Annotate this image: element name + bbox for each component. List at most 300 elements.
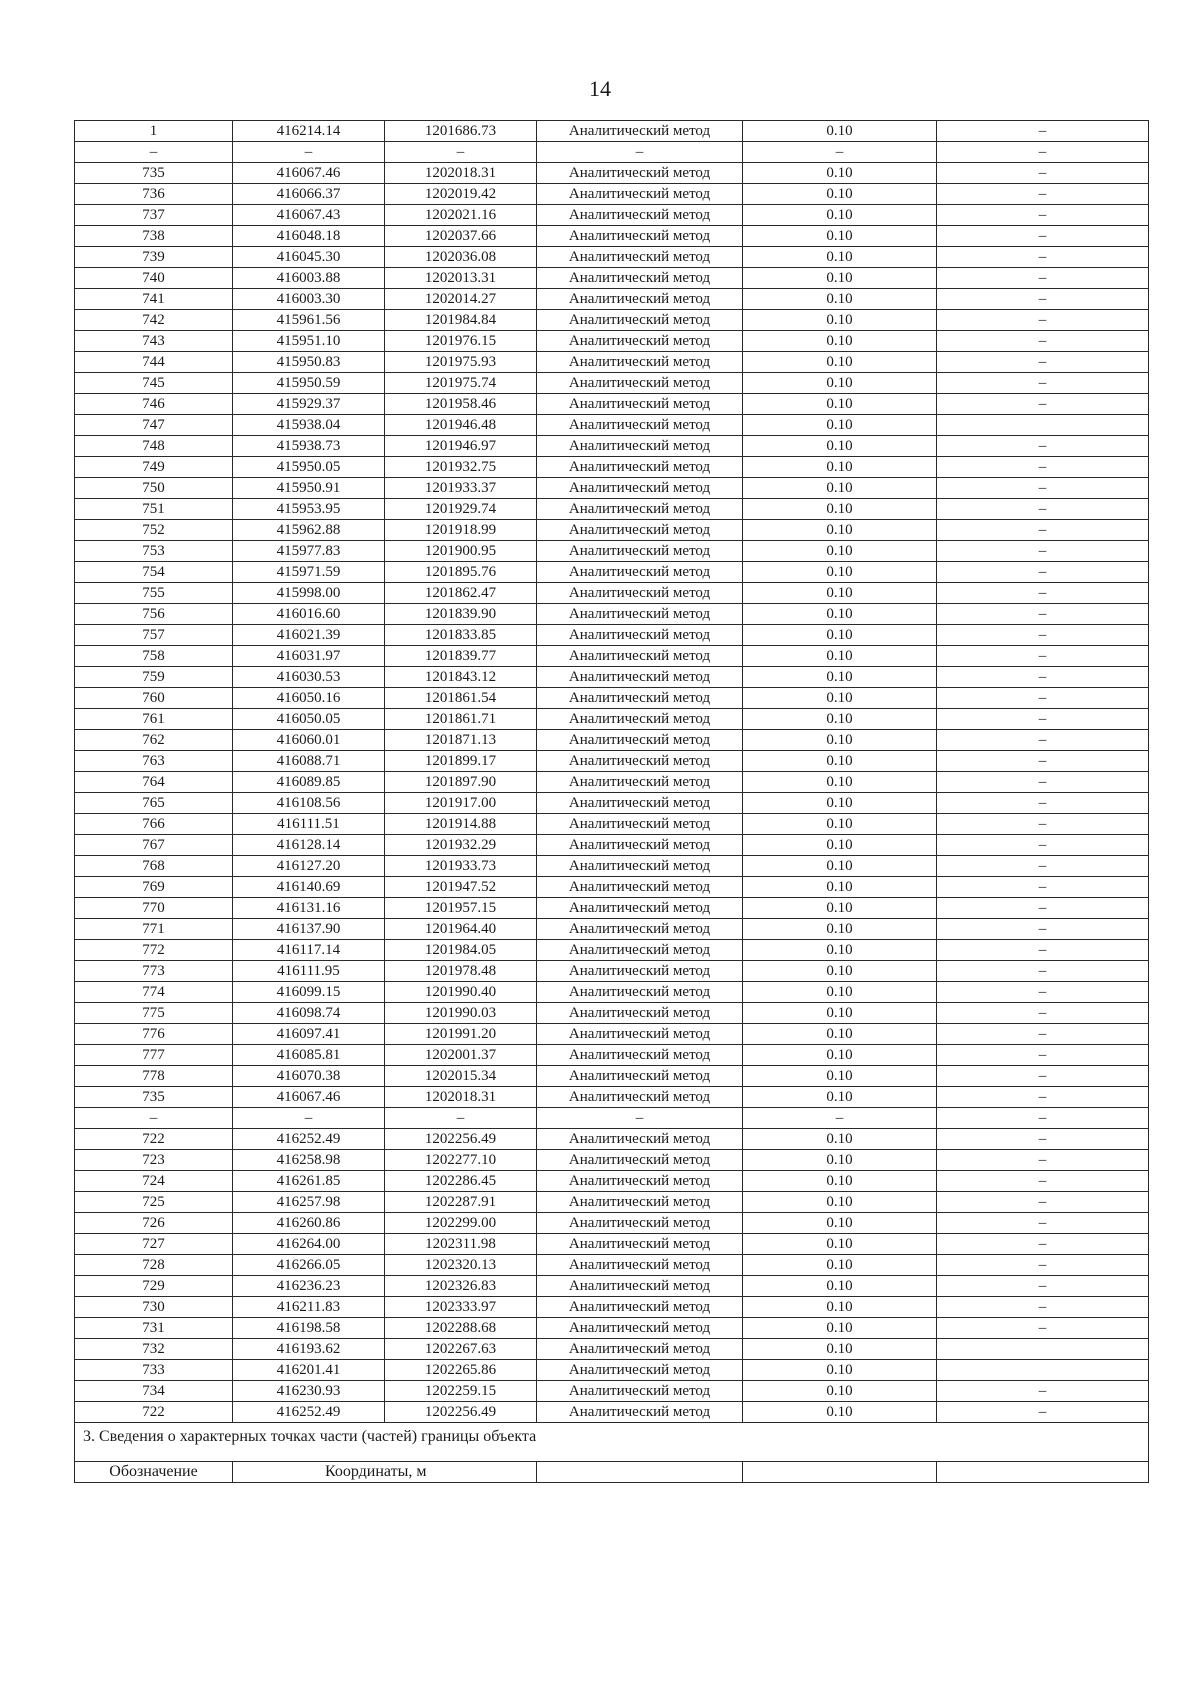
cell-method: Аналитический метод bbox=[537, 625, 743, 646]
cell-accuracy: 0.10 bbox=[743, 415, 937, 436]
cell-coord-y: 1202265.86 bbox=[385, 1360, 537, 1381]
cell-coord-y: 1202326.83 bbox=[385, 1276, 537, 1297]
cell-accuracy: 0.10 bbox=[743, 121, 937, 142]
cell-accuracy: 0.10 bbox=[743, 1003, 937, 1024]
cell-point-id: 743 bbox=[75, 331, 233, 352]
cell-coord-x: 416088.71 bbox=[233, 751, 385, 772]
cell-coord-x: 416045.30 bbox=[233, 247, 385, 268]
table-row bbox=[75, 436, 1149, 457]
cell-method: Аналитический метод bbox=[537, 394, 743, 415]
cell-coord-y: 1201964.40 bbox=[385, 919, 537, 940]
cell-point-id: 777 bbox=[75, 1045, 233, 1066]
cell-coord-y: 1202286.45 bbox=[385, 1171, 537, 1192]
cell-point-id: 775 bbox=[75, 1003, 233, 1024]
cell-coord-x: 416131.16 bbox=[233, 898, 385, 919]
table-row bbox=[75, 205, 1149, 226]
cell-coord-x: 416111.95 bbox=[233, 961, 385, 982]
cell-method: Аналитический метод bbox=[537, 1171, 743, 1192]
cell-accuracy: 0.10 bbox=[743, 247, 937, 268]
cell-accuracy: 0.10 bbox=[743, 184, 937, 205]
cell-coord-x: 416048.18 bbox=[233, 226, 385, 247]
cell-note: – bbox=[937, 646, 1149, 667]
cell-coord-x: 416097.41 bbox=[233, 1024, 385, 1045]
cell-method: Аналитический метод bbox=[537, 457, 743, 478]
cell-coord-x: 415929.37 bbox=[233, 394, 385, 415]
cell-point-id: 722 bbox=[75, 1129, 233, 1150]
cell-point-id: – bbox=[75, 1108, 233, 1129]
table-row bbox=[75, 1024, 1149, 1045]
cell-coord-y: – bbox=[385, 142, 537, 163]
cell-coord-x: 416264.00 bbox=[233, 1234, 385, 1255]
table-row bbox=[75, 667, 1149, 688]
cell-point-id: 759 bbox=[75, 667, 233, 688]
cell-note: – bbox=[937, 1276, 1149, 1297]
cell-coord-x: 415938.04 bbox=[233, 415, 385, 436]
cell-note: – bbox=[937, 1213, 1149, 1234]
cell-note: – bbox=[937, 373, 1149, 394]
cell-point-id: 778 bbox=[75, 1066, 233, 1087]
section3-col-empty-1 bbox=[537, 1462, 743, 1483]
table-row bbox=[75, 541, 1149, 562]
cell-method: Аналитический метод bbox=[537, 310, 743, 331]
cell-method: Аналитический метод bbox=[537, 541, 743, 562]
cell-point-id: 767 bbox=[75, 835, 233, 856]
table-row bbox=[75, 604, 1149, 625]
table-row bbox=[75, 1381, 1149, 1402]
cell-coord-y: 1201897.90 bbox=[385, 772, 537, 793]
cell-method: Аналитический метод bbox=[537, 247, 743, 268]
cell-coord-x: 416016.60 bbox=[233, 604, 385, 625]
cell-point-id: 729 bbox=[75, 1276, 233, 1297]
cell-coord-y: 1201975.93 bbox=[385, 352, 537, 373]
cell-coord-y: 1201917.00 bbox=[385, 793, 537, 814]
section3-col-designation: Обозначение bbox=[75, 1462, 233, 1483]
cell-note: – bbox=[937, 772, 1149, 793]
cell-accuracy: 0.10 bbox=[743, 1381, 937, 1402]
table-row bbox=[75, 793, 1149, 814]
cell-coord-y: 1202036.08 bbox=[385, 247, 537, 268]
cell-note: – bbox=[937, 961, 1149, 982]
cell-point-id: 754 bbox=[75, 562, 233, 583]
cell-coord-x: 416137.90 bbox=[233, 919, 385, 940]
cell-accuracy: 0.10 bbox=[743, 226, 937, 247]
cell-coord-x: 416108.56 bbox=[233, 793, 385, 814]
cell-point-id: 771 bbox=[75, 919, 233, 940]
cell-method: Аналитический метод bbox=[537, 835, 743, 856]
cell-method: Аналитический метод bbox=[537, 898, 743, 919]
cell-method: Аналитический метод bbox=[537, 688, 743, 709]
cell-point-id: 756 bbox=[75, 604, 233, 625]
cell-note: – bbox=[937, 352, 1149, 373]
cell-accuracy: 0.10 bbox=[743, 835, 937, 856]
cell-method: Аналитический метод bbox=[537, 352, 743, 373]
table-row bbox=[75, 982, 1149, 1003]
section3-title: 3. Сведения о характерных точках части (частей) границы объекта bbox=[75, 1423, 1149, 1462]
cell-method: Аналитический метод bbox=[537, 268, 743, 289]
cell-coord-x: 416070.38 bbox=[233, 1066, 385, 1087]
cell-note: – bbox=[937, 1108, 1149, 1129]
cell-point-id: 749 bbox=[75, 457, 233, 478]
cell-accuracy: 0.10 bbox=[743, 1129, 937, 1150]
cell-accuracy: 0.10 bbox=[743, 1150, 937, 1171]
cell-point-id: 758 bbox=[75, 646, 233, 667]
cell-coord-y: 1201933.37 bbox=[385, 478, 537, 499]
cell-coord-x: 416067.46 bbox=[233, 163, 385, 184]
cell-accuracy: 0.10 bbox=[743, 583, 937, 604]
cell-coord-y: 1201958.46 bbox=[385, 394, 537, 415]
cell-coord-x: 416127.20 bbox=[233, 856, 385, 877]
table-row bbox=[75, 688, 1149, 709]
cell-method: Аналитический метод bbox=[537, 856, 743, 877]
table-row bbox=[75, 625, 1149, 646]
cell-note: – bbox=[937, 226, 1149, 247]
cell-method: – bbox=[537, 1108, 743, 1129]
cell-coord-y: 1201984.05 bbox=[385, 940, 537, 961]
cell-note: – bbox=[937, 814, 1149, 835]
cell-coord-y: 1202013.31 bbox=[385, 268, 537, 289]
cell-accuracy: 0.10 bbox=[743, 793, 937, 814]
cell-note: – bbox=[937, 1402, 1149, 1423]
cell-point-id: – bbox=[75, 142, 233, 163]
table-row bbox=[75, 1255, 1149, 1276]
cell-coord-x: 416031.97 bbox=[233, 646, 385, 667]
cell-point-id: 753 bbox=[75, 541, 233, 562]
cell-coord-x: 416266.05 bbox=[233, 1255, 385, 1276]
cell-coord-x: 415998.00 bbox=[233, 583, 385, 604]
cell-coord-y: 1201978.48 bbox=[385, 961, 537, 982]
cell-coord-y: 1202018.31 bbox=[385, 1087, 537, 1108]
cell-method: Аналитический метод bbox=[537, 205, 743, 226]
cell-coord-y: 1201947.52 bbox=[385, 877, 537, 898]
cell-note: – bbox=[937, 688, 1149, 709]
cell-coord-y: 1201833.85 bbox=[385, 625, 537, 646]
cell-note: – bbox=[937, 562, 1149, 583]
cell-point-id: 765 bbox=[75, 793, 233, 814]
cell-point-id: 741 bbox=[75, 289, 233, 310]
cell-point-id: 763 bbox=[75, 751, 233, 772]
table-row bbox=[75, 751, 1149, 772]
table-row bbox=[75, 835, 1149, 856]
cell-method: Аналитический метод bbox=[537, 709, 743, 730]
cell-method: Аналитический метод bbox=[537, 499, 743, 520]
cell-point-id: 745 bbox=[75, 373, 233, 394]
cell-coord-y: 1201990.40 bbox=[385, 982, 537, 1003]
cell-coord-x: – bbox=[233, 142, 385, 163]
table-row bbox=[75, 730, 1149, 751]
cell-accuracy: 0.10 bbox=[743, 877, 937, 898]
table-row bbox=[75, 919, 1149, 940]
cell-method: Аналитический метод bbox=[537, 1339, 743, 1360]
cell-note bbox=[937, 1360, 1149, 1381]
table-row bbox=[75, 394, 1149, 415]
table-row bbox=[75, 310, 1149, 331]
cell-coord-x: 415950.05 bbox=[233, 457, 385, 478]
cell-coord-x: 416211.83 bbox=[233, 1297, 385, 1318]
cell-coord-x: 416021.39 bbox=[233, 625, 385, 646]
cell-accuracy: 0.10 bbox=[743, 1192, 937, 1213]
table-row bbox=[75, 898, 1149, 919]
coordinates-table-body bbox=[75, 121, 1149, 1423]
cell-coord-y: 1201862.47 bbox=[385, 583, 537, 604]
cell-method: Аналитический метод bbox=[537, 1003, 743, 1024]
cell-note: – bbox=[937, 1297, 1149, 1318]
cell-coord-x: 416258.98 bbox=[233, 1150, 385, 1171]
cell-accuracy: 0.10 bbox=[743, 814, 937, 835]
table-row bbox=[75, 1045, 1149, 1066]
table-row bbox=[75, 961, 1149, 982]
cell-method: Аналитический метод bbox=[537, 982, 743, 1003]
cell-accuracy: 0.10 bbox=[743, 1318, 937, 1339]
cell-method: Аналитический метод bbox=[537, 1192, 743, 1213]
cell-note: – bbox=[937, 751, 1149, 772]
cell-method: Аналитический метод bbox=[537, 1066, 743, 1087]
cell-coord-x: 416140.69 bbox=[233, 877, 385, 898]
table-row bbox=[75, 1276, 1149, 1297]
cell-accuracy: 0.10 bbox=[743, 1402, 937, 1423]
cell-coord-y: 1201975.74 bbox=[385, 373, 537, 394]
cell-note: – bbox=[937, 310, 1149, 331]
cell-coord-y: 1202256.49 bbox=[385, 1402, 537, 1423]
cell-note: – bbox=[937, 604, 1149, 625]
cell-method: Аналитический метод bbox=[537, 1360, 743, 1381]
cell-coord-x: 415950.59 bbox=[233, 373, 385, 394]
cell-coord-y: 1201990.03 bbox=[385, 1003, 537, 1024]
cell-method: – bbox=[537, 142, 743, 163]
table-row bbox=[75, 184, 1149, 205]
cell-point-id: 739 bbox=[75, 247, 233, 268]
cell-coord-x: 416050.16 bbox=[233, 688, 385, 709]
table-row bbox=[75, 1339, 1149, 1360]
cell-point-id: 776 bbox=[75, 1024, 233, 1045]
cell-point-id: 760 bbox=[75, 688, 233, 709]
cell-coord-y: 1202311.98 bbox=[385, 1234, 537, 1255]
cell-point-id: 736 bbox=[75, 184, 233, 205]
cell-method: Аналитический метод bbox=[537, 289, 743, 310]
cell-accuracy: 0.10 bbox=[743, 352, 937, 373]
cell-coord-y: 1202267.63 bbox=[385, 1339, 537, 1360]
table-row bbox=[75, 646, 1149, 667]
cell-method: Аналитический метод bbox=[537, 226, 743, 247]
cell-accuracy: – bbox=[743, 142, 937, 163]
cell-point-id: 723 bbox=[75, 1150, 233, 1171]
cell-coord-y: 1201984.84 bbox=[385, 310, 537, 331]
cell-accuracy: 0.10 bbox=[743, 394, 937, 415]
table-row bbox=[75, 1318, 1149, 1339]
cell-note: – bbox=[937, 877, 1149, 898]
cell-point-id: 773 bbox=[75, 961, 233, 982]
cell-coord-y: 1201871.13 bbox=[385, 730, 537, 751]
cell-note: – bbox=[937, 289, 1149, 310]
cell-note: – bbox=[937, 1171, 1149, 1192]
cell-coord-y: 1202015.34 bbox=[385, 1066, 537, 1087]
cell-point-id: 724 bbox=[75, 1171, 233, 1192]
cell-method: Аналитический метод bbox=[537, 415, 743, 436]
cell-coord-x: 415962.88 bbox=[233, 520, 385, 541]
cell-coord-x: 416098.74 bbox=[233, 1003, 385, 1024]
cell-accuracy: 0.10 bbox=[743, 1234, 937, 1255]
cell-method: Аналитический метод bbox=[537, 1234, 743, 1255]
cell-coord-y: 1201957.15 bbox=[385, 898, 537, 919]
cell-accuracy: 0.10 bbox=[743, 898, 937, 919]
cell-point-id: 722 bbox=[75, 1402, 233, 1423]
cell-coord-x: 416050.05 bbox=[233, 709, 385, 730]
cell-point-id: 734 bbox=[75, 1381, 233, 1402]
section3-header-row bbox=[75, 1462, 1149, 1483]
cell-coord-x: 416089.85 bbox=[233, 772, 385, 793]
cell-coord-x: 416030.53 bbox=[233, 667, 385, 688]
cell-accuracy: 0.10 bbox=[743, 604, 937, 625]
cell-coord-y: 1201839.77 bbox=[385, 646, 537, 667]
cell-coord-x: 416193.62 bbox=[233, 1339, 385, 1360]
cell-accuracy: 0.10 bbox=[743, 751, 937, 772]
cell-method: Аналитический метод bbox=[537, 646, 743, 667]
cell-method: Аналитический метод bbox=[537, 121, 743, 142]
cell-accuracy: 0.10 bbox=[743, 646, 937, 667]
cell-coord-y: 1201918.99 bbox=[385, 520, 537, 541]
cell-method: Аналитический метод bbox=[537, 961, 743, 982]
cell-point-id: 769 bbox=[75, 877, 233, 898]
cell-coord-y: 1201686.73 bbox=[385, 121, 537, 142]
cell-point-id: 732 bbox=[75, 1339, 233, 1360]
cell-point-id: 731 bbox=[75, 1318, 233, 1339]
cell-note: – bbox=[937, 1129, 1149, 1150]
cell-accuracy: 0.10 bbox=[743, 310, 937, 331]
cell-method: Аналитический метод bbox=[537, 1318, 743, 1339]
cell-coord-x: 416236.23 bbox=[233, 1276, 385, 1297]
cell-accuracy: 0.10 bbox=[743, 667, 937, 688]
table-row bbox=[75, 1003, 1149, 1024]
cell-point-id: 766 bbox=[75, 814, 233, 835]
cell-coord-y: 1201843.12 bbox=[385, 667, 537, 688]
cell-point-id: 752 bbox=[75, 520, 233, 541]
cell-point-id: 735 bbox=[75, 163, 233, 184]
cell-coord-x: 416067.46 bbox=[233, 1087, 385, 1108]
table-row bbox=[75, 1234, 1149, 1255]
cell-accuracy: 0.10 bbox=[743, 1066, 937, 1087]
cell-coord-y: 1202288.68 bbox=[385, 1318, 537, 1339]
cell-point-id: 751 bbox=[75, 499, 233, 520]
table-row bbox=[75, 1087, 1149, 1108]
cell-note: – bbox=[937, 940, 1149, 961]
cell-coord-x: 416252.49 bbox=[233, 1402, 385, 1423]
cell-coord-x: 416214.14 bbox=[233, 121, 385, 142]
cell-note: – bbox=[937, 1255, 1149, 1276]
cell-accuracy: – bbox=[743, 1108, 937, 1129]
table-row bbox=[75, 268, 1149, 289]
cell-coord-x: – bbox=[233, 1108, 385, 1129]
cell-accuracy: 0.10 bbox=[743, 856, 937, 877]
cell-point-id: 762 bbox=[75, 730, 233, 751]
cell-note: – bbox=[937, 835, 1149, 856]
cell-coord-y: 1201946.48 bbox=[385, 415, 537, 436]
cell-accuracy: 0.10 bbox=[743, 331, 937, 352]
cell-accuracy: 0.10 bbox=[743, 940, 937, 961]
cell-coord-y: 1202014.27 bbox=[385, 289, 537, 310]
cell-point-id: 768 bbox=[75, 856, 233, 877]
table-row bbox=[75, 1066, 1149, 1087]
cell-accuracy: 0.10 bbox=[743, 1171, 937, 1192]
cell-accuracy: 0.10 bbox=[743, 457, 937, 478]
cell-coord-x: 415977.83 bbox=[233, 541, 385, 562]
cell-coord-x: 416085.81 bbox=[233, 1045, 385, 1066]
cell-note: – bbox=[937, 793, 1149, 814]
table-row bbox=[75, 562, 1149, 583]
cell-note: – bbox=[937, 898, 1149, 919]
cell-method: Аналитический метод bbox=[537, 1297, 743, 1318]
cell-method: Аналитический метод bbox=[537, 667, 743, 688]
cell-method: Аналитический метод bbox=[537, 604, 743, 625]
page-number: 14 bbox=[589, 76, 611, 101]
cell-note bbox=[937, 415, 1149, 436]
table-row bbox=[75, 142, 1149, 163]
cell-coord-x: 416261.85 bbox=[233, 1171, 385, 1192]
cell-method: Аналитический метод bbox=[537, 1255, 743, 1276]
table-row bbox=[75, 1402, 1149, 1423]
cell-coord-y: 1202320.13 bbox=[385, 1255, 537, 1276]
cell-note: – bbox=[937, 541, 1149, 562]
cell-point-id: 770 bbox=[75, 898, 233, 919]
cell-point-id: 728 bbox=[75, 1255, 233, 1276]
cell-coord-y: 1201991.20 bbox=[385, 1024, 537, 1045]
cell-point-id: 737 bbox=[75, 205, 233, 226]
cell-note: – bbox=[937, 1192, 1149, 1213]
cell-note: – bbox=[937, 205, 1149, 226]
table-row bbox=[75, 457, 1149, 478]
cell-coord-y: – bbox=[385, 1108, 537, 1129]
cell-coord-y: 1202037.66 bbox=[385, 226, 537, 247]
cell-point-id: 735 bbox=[75, 1087, 233, 1108]
cell-method: Аналитический метод bbox=[537, 478, 743, 499]
cell-accuracy: 0.10 bbox=[743, 625, 937, 646]
cell-coord-x: 416099.15 bbox=[233, 982, 385, 1003]
cell-note: – bbox=[937, 184, 1149, 205]
cell-note: – bbox=[937, 1150, 1149, 1171]
cell-note: – bbox=[937, 142, 1149, 163]
cell-accuracy: 0.10 bbox=[743, 289, 937, 310]
cell-method: Аналитический метод bbox=[537, 1024, 743, 1045]
cell-accuracy: 0.10 bbox=[743, 373, 937, 394]
cell-method: Аналитический метод bbox=[537, 1045, 743, 1066]
cell-note: – bbox=[937, 436, 1149, 457]
cell-method: Аналитический метод bbox=[537, 772, 743, 793]
cell-method: Аналитический метод bbox=[537, 331, 743, 352]
cell-method: Аналитический метод bbox=[537, 877, 743, 898]
cell-coord-y: 1202021.16 bbox=[385, 205, 537, 226]
cell-coord-y: 1201932.29 bbox=[385, 835, 537, 856]
cell-accuracy: 0.10 bbox=[743, 1297, 937, 1318]
cell-point-id: 747 bbox=[75, 415, 233, 436]
table-row bbox=[75, 163, 1149, 184]
cell-coord-x: 415950.83 bbox=[233, 352, 385, 373]
cell-note bbox=[937, 1339, 1149, 1360]
cell-point-id: 750 bbox=[75, 478, 233, 499]
cell-accuracy: 0.10 bbox=[743, 1024, 937, 1045]
cell-accuracy: 0.10 bbox=[743, 1213, 937, 1234]
cell-point-id: 727 bbox=[75, 1234, 233, 1255]
cell-coord-y: 1202299.00 bbox=[385, 1213, 537, 1234]
section3-col-empty-2 bbox=[743, 1462, 937, 1483]
cell-method: Аналитический метод bbox=[537, 1150, 743, 1171]
table-row bbox=[75, 415, 1149, 436]
cell-method: Аналитический метод bbox=[537, 1129, 743, 1150]
table-row bbox=[75, 877, 1149, 898]
table-row bbox=[75, 1213, 1149, 1234]
table-row bbox=[75, 583, 1149, 604]
cell-note: – bbox=[937, 919, 1149, 940]
cell-accuracy: 0.10 bbox=[743, 1045, 937, 1066]
cell-coord-x: 416111.51 bbox=[233, 814, 385, 835]
cell-note: – bbox=[937, 331, 1149, 352]
